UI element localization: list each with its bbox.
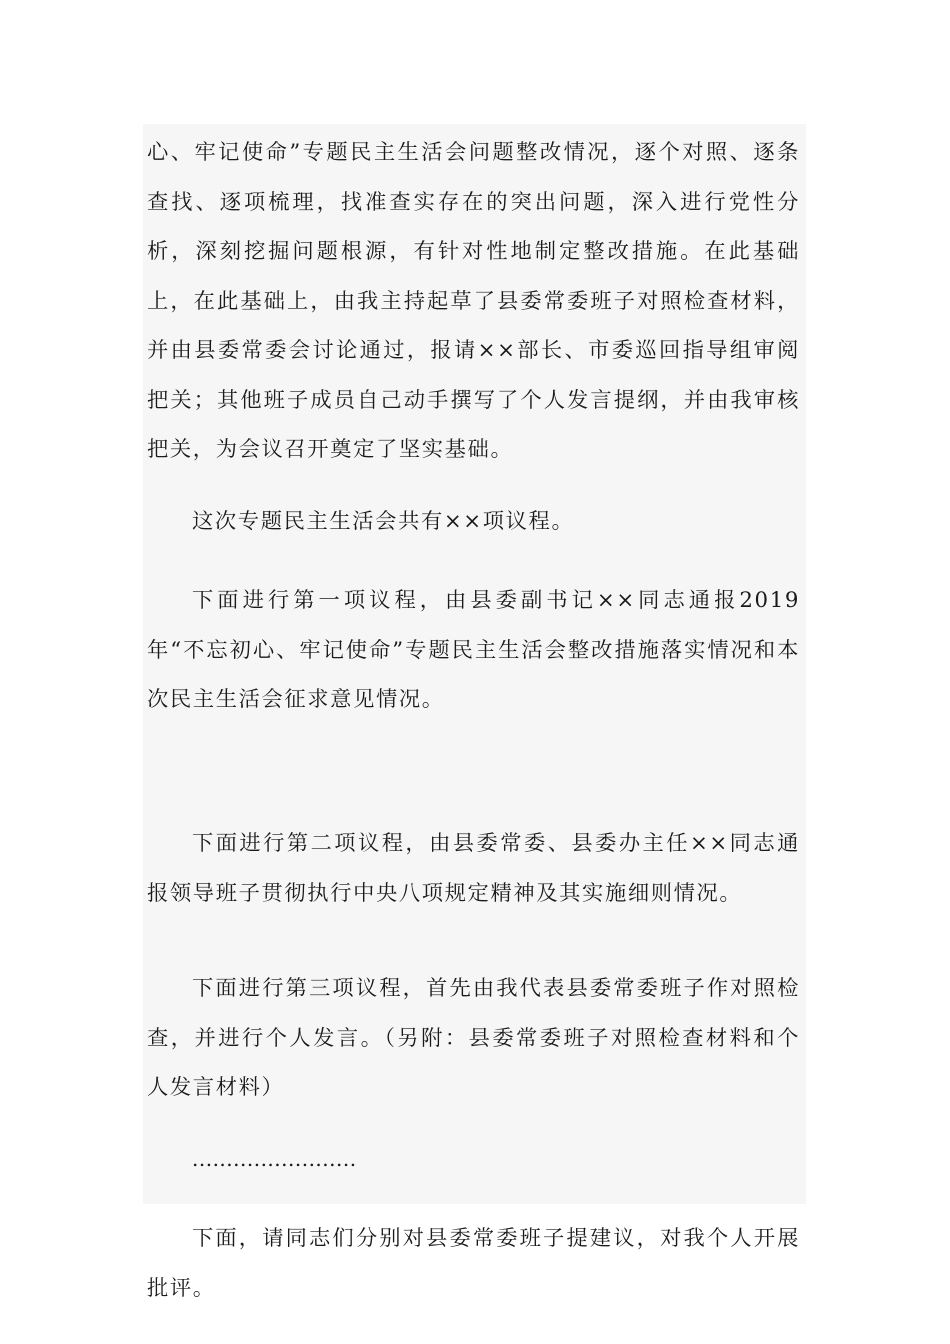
paragraph-continuation: 心、牢记使命”专题民主生活会问题整改情况，逐个对照、逐条查找、逐项梳理，找准查实存在的突出问题，深入进行党性分析，深刻挖掘问题根源，有针对性地制定整改措施。在此基础上，在此基础上，由我主持起草了县委常委班子对照检查材料，并由县委常委会讨论通过，报请××部长、市委巡回指导组审阅把关；其他班子成员自己动手撰写了个人发言提纲，并由我审核把关，为会议召开奠定了坚实基础。 (147, 140, 800, 462)
paragraph-agenda-item-3: 下面进行第三项议程，首先由我代表县委常委班子作对照检查，并进行个人发言。（另附：县委常委班子对照检查材料和个人发言材料） (147, 976, 800, 1100)
ellipsis-line: ........................ (192, 1147, 357, 1171)
paragraph-agenda-item-2: 下面进行第二项议程，由县委常委、县委办主任××同志通报领导班子贯彻执行中央八项规定精神及其实施细则情况。 (147, 831, 800, 906)
paragraph-criticism: 下面，请同志们分别对县委常委班子提建议，对我个人开展批评。 (147, 1226, 800, 1301)
document-body (143, 124, 806, 1301)
paragraph-agenda-count: 这次专题民主生活会共有××项议程。 (192, 509, 575, 534)
paragraph-agenda-item-1: 下面进行第一项议程，由县委副书记××同志通报2019年“不忘初心、牢记使命”专题民主生活会整改措施落实情况和本次民主生活会征求意见情况。 (147, 588, 800, 712)
